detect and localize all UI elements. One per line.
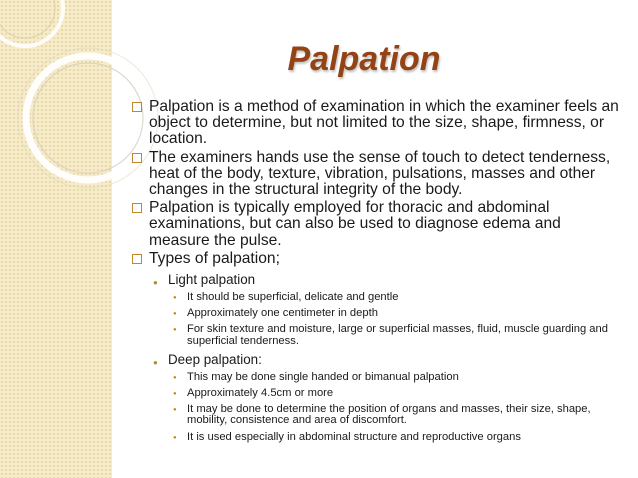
detail-bullet: ● It may be done to determine the position of organs and masses, their size, shape, mobility, consistence and area of discomfort. [173,403,591,427]
dot-bullet-icon: ● [173,327,177,334]
square-bullet-icon [132,153,142,163]
dot-bullet-icon: ● [173,407,177,414]
slide-title: Palpation [287,40,441,78]
sub-bullet: ● Deep palpation: [132,352,624,367]
dot-bullet-icon: ● [173,434,177,441]
detail-bullet: ● For skin texture and moisture, large or superficial masses, fluid, muscle guarding and superficial tenderness. [173,323,608,347]
dot-bullet-icon: ● [173,295,177,302]
detail-bullet: ● It is used especially in abdominal structure and reproductive organs [173,430,521,443]
dot-bullet-icon: ● [153,357,158,367]
dot-bullet-icon: ● [173,374,177,381]
square-bullet-icon [132,254,142,264]
dot-bullet-icon: ● [173,311,177,318]
square-bullet-icon [132,102,142,112]
dot-bullet-icon: ● [153,278,158,288]
sub-bullet: ● Light palpation [132,272,624,287]
bullet-point: Palpation is a method of examination in which the examiner feels an object to determine, but not limited to the size, shape, firmness, or location. [132,99,624,148]
bullet-point: Palpation is typically employed for thoracic and abdominal examinations, but can also be used to diagnose edema and measure the pulse. [132,200,624,249]
detail-bullet: ● It should be superficial, delicate and gentle [173,291,399,304]
dot-bullet-icon: ● [173,391,177,398]
detail-bullet: ● Approximately 4.5cm or more [173,387,334,400]
bullet-list [132,99,624,443]
bullet-point: The examiners hands use the sense of touch to detect tenderness, heat of the body, texture, vibration, pulsations, masses and other changes in the structural integrity of the body. [132,150,624,199]
square-bullet-icon [132,203,142,213]
detail-bullet: ● This may be done single handed or bimanual palpation [173,370,459,383]
detail-bullet: ● Approximately one centimeter in depth [173,307,378,320]
bullet-point: Types of palpation; [132,251,624,267]
